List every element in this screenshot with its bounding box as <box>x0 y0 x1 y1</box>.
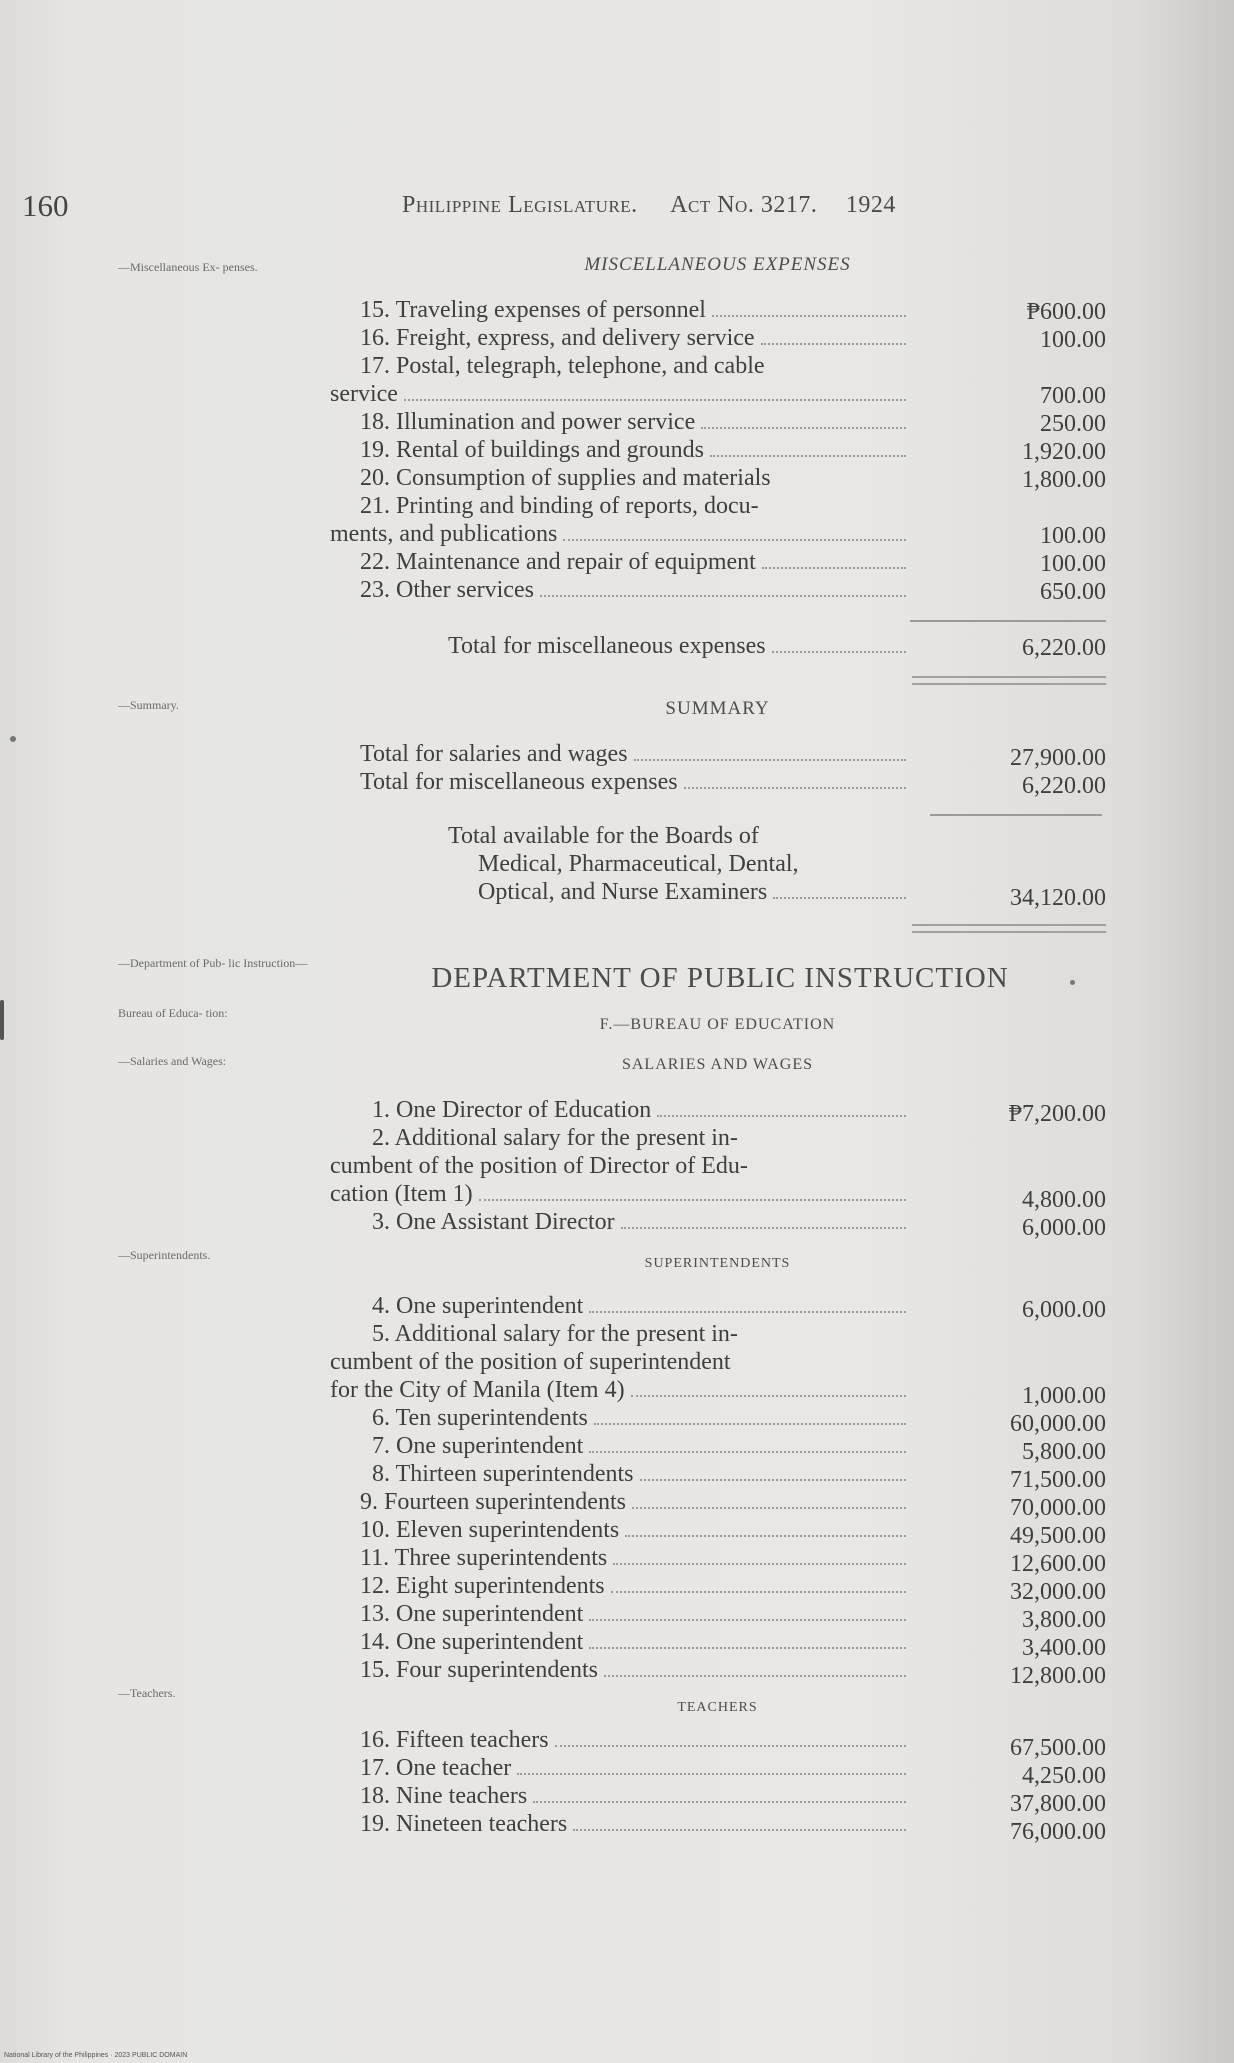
running-head-title: Philippine Legislature. <box>402 192 638 218</box>
amount: 12,800.00 <box>1010 1663 1106 1689</box>
list-item: 12. Eight superintendents <box>360 1572 910 1600</box>
list-item: 23. Other services <box>360 576 910 604</box>
margin-note-summary: —Summary. <box>118 698 179 712</box>
list-item: 19. Nineteen teachers <box>360 1810 910 1838</box>
misc-heading: MISCELLANEOUS EXPENSES <box>584 254 851 275</box>
rule <box>930 814 1102 816</box>
amount: 1,920.00 <box>1022 439 1106 465</box>
list-item: 20. Consumption of supplies and materials <box>360 465 771 491</box>
amount: 71,500.00 <box>1010 1467 1106 1493</box>
amount: 650.00 <box>1040 579 1106 605</box>
rule <box>910 620 1106 622</box>
list-item: 5. Additional salary for the present in- <box>372 1321 738 1347</box>
amount: 4,250.00 <box>1022 1763 1106 1789</box>
margin-note-superintendents: —Superintendents. <box>118 1248 211 1262</box>
list-item: 18. Illumination and power service <box>360 408 910 436</box>
double-rule <box>912 924 1106 933</box>
scan-edge-mark <box>0 1000 4 1040</box>
superintendents-heading: SUPERINTENDENTS <box>644 1256 791 1271</box>
list-item: Total for salaries and wages <box>360 740 910 768</box>
scan-speck <box>10 736 16 742</box>
amount: 60,000.00 <box>1010 1411 1106 1437</box>
teachers-heading: TEACHERS <box>677 1700 758 1715</box>
amount: 70,000.00 <box>1010 1495 1106 1521</box>
list-item: 19. Rental of buildings and grounds <box>360 436 910 464</box>
running-head-year: 1924 <box>845 192 896 218</box>
margin-note-teachers: —Teachers. <box>118 1686 176 1700</box>
list-item: 16. Freight, express, and delivery service <box>360 324 910 352</box>
margin-note-dept: —Department of Pub- lic Instruction— <box>118 956 308 970</box>
summary-total-amount: 34,120.00 <box>1010 885 1106 911</box>
list-item: 15. Four superintendents <box>360 1656 910 1684</box>
list-item-cont: cumbent of the position of superintendent <box>330 1349 731 1375</box>
list-item: 14. One superintendent <box>360 1628 910 1656</box>
bureau-heading: F.—BUREAU OF EDUCATION <box>599 1016 836 1033</box>
amount: 100.00 <box>1040 327 1106 353</box>
amount: 6,000.00 <box>1022 1215 1106 1241</box>
list-item: 22. Maintenance and repair of equipment <box>360 548 910 576</box>
list-item: 3. One Assistant Director <box>372 1208 910 1236</box>
scan-footer: National Library of the Philippines · 2023 PUBLIC DOMAIN <box>4 2052 188 2059</box>
list-item: Total for miscellaneous expenses <box>360 768 910 796</box>
dept-heading: DEPARTMENT OF PUBLIC INSTRUCTION <box>431 962 1009 994</box>
summary-total-line: Medical, Pharmaceutical, Dental, <box>478 851 799 877</box>
amount: 3,400.00 <box>1022 1635 1106 1661</box>
list-item: 16. Fifteen teachers <box>360 1726 910 1754</box>
amount: 67,500.00 <box>1010 1735 1106 1761</box>
misc-total-label: Total for miscellaneous expenses <box>448 632 910 660</box>
list-item: 4. One superintendent <box>372 1292 910 1320</box>
amount: 76,000.00 <box>1010 1819 1106 1845</box>
amount: 6,220.00 <box>1022 773 1106 799</box>
list-item-cont: service <box>330 380 910 408</box>
double-rule <box>912 676 1106 685</box>
amount: 100.00 <box>1040 551 1106 577</box>
list-item-cont: cumbent of the position of Director of Edu- <box>330 1153 748 1179</box>
summary-total-line: Total available for the Boards of <box>448 823 759 849</box>
list-item: 9. Fourteen superintendents <box>360 1488 910 1516</box>
list-item-cont: for the City of Manila (Item 4) <box>330 1376 910 1404</box>
list-item: 8. Thirteen superintendents <box>372 1460 910 1488</box>
list-item: 10. Eleven superintendents <box>360 1516 910 1544</box>
summary-heading: SUMMARY <box>665 698 770 719</box>
margin-note-misc: —Miscellaneous Ex- penses. <box>118 260 258 274</box>
page-header <box>0 188 1234 228</box>
salaries-heading: SALARIES AND WAGES <box>621 1056 814 1073</box>
amount: 4,800.00 <box>1022 1187 1106 1213</box>
list-item: 18. Nine teachers <box>360 1782 910 1810</box>
amount: 37,800.00 <box>1010 1791 1106 1817</box>
amount: ₱600.00 <box>1026 299 1106 325</box>
list-item-cont: cation (Item 1) <box>330 1180 910 1208</box>
running-head-act: Act No. 3217. <box>670 192 818 218</box>
amount: 100.00 <box>1040 523 1106 549</box>
amount: 3,800.00 <box>1022 1607 1106 1633</box>
list-item: 21. Printing and binding of reports, docu- <box>360 493 759 519</box>
scan-speck <box>1070 980 1075 985</box>
list-item-cont: ments, and publications <box>330 520 910 548</box>
amount: 32,000.00 <box>1010 1579 1106 1605</box>
amount: 1,000.00 <box>1022 1383 1106 1409</box>
page-number: 160 <box>22 188 69 223</box>
margin-note-bureau: Bureau of Educa- tion: <box>118 1006 228 1020</box>
summary-total-line: Optical, and Nurse Examiners <box>478 878 910 906</box>
list-item: 7. One superintendent <box>372 1432 910 1460</box>
running-head <box>402 192 896 219</box>
list-item: 1. One Director of Education <box>372 1096 910 1124</box>
list-item: 2. Additional salary for the present in- <box>372 1125 738 1151</box>
amount: 49,500.00 <box>1010 1523 1106 1549</box>
list-item: 11. Three superintendents <box>360 1544 910 1572</box>
list-item: 17. Postal, telegraph, telephone, and cable <box>360 353 765 379</box>
amount: 1,800.00 <box>1022 467 1106 493</box>
amount: 250.00 <box>1040 411 1106 437</box>
amount: 700.00 <box>1040 383 1106 409</box>
amount: 6,000.00 <box>1022 1297 1106 1323</box>
amount: 12,600.00 <box>1010 1551 1106 1577</box>
misc-total-amount: 6,220.00 <box>1022 635 1106 661</box>
list-item: 15. Traveling expenses of personnel <box>360 296 910 324</box>
list-item: 17. One teacher <box>360 1754 910 1782</box>
amount: 5,800.00 <box>1022 1439 1106 1465</box>
amount: ₱7,200.00 <box>1008 1101 1106 1127</box>
list-item: 13. One superintendent <box>360 1600 910 1628</box>
list-item: 6. Ten superintendents <box>372 1404 910 1432</box>
amount: 27,900.00 <box>1010 745 1106 771</box>
margin-note-salaries: —Salaries and Wages: <box>118 1054 227 1068</box>
